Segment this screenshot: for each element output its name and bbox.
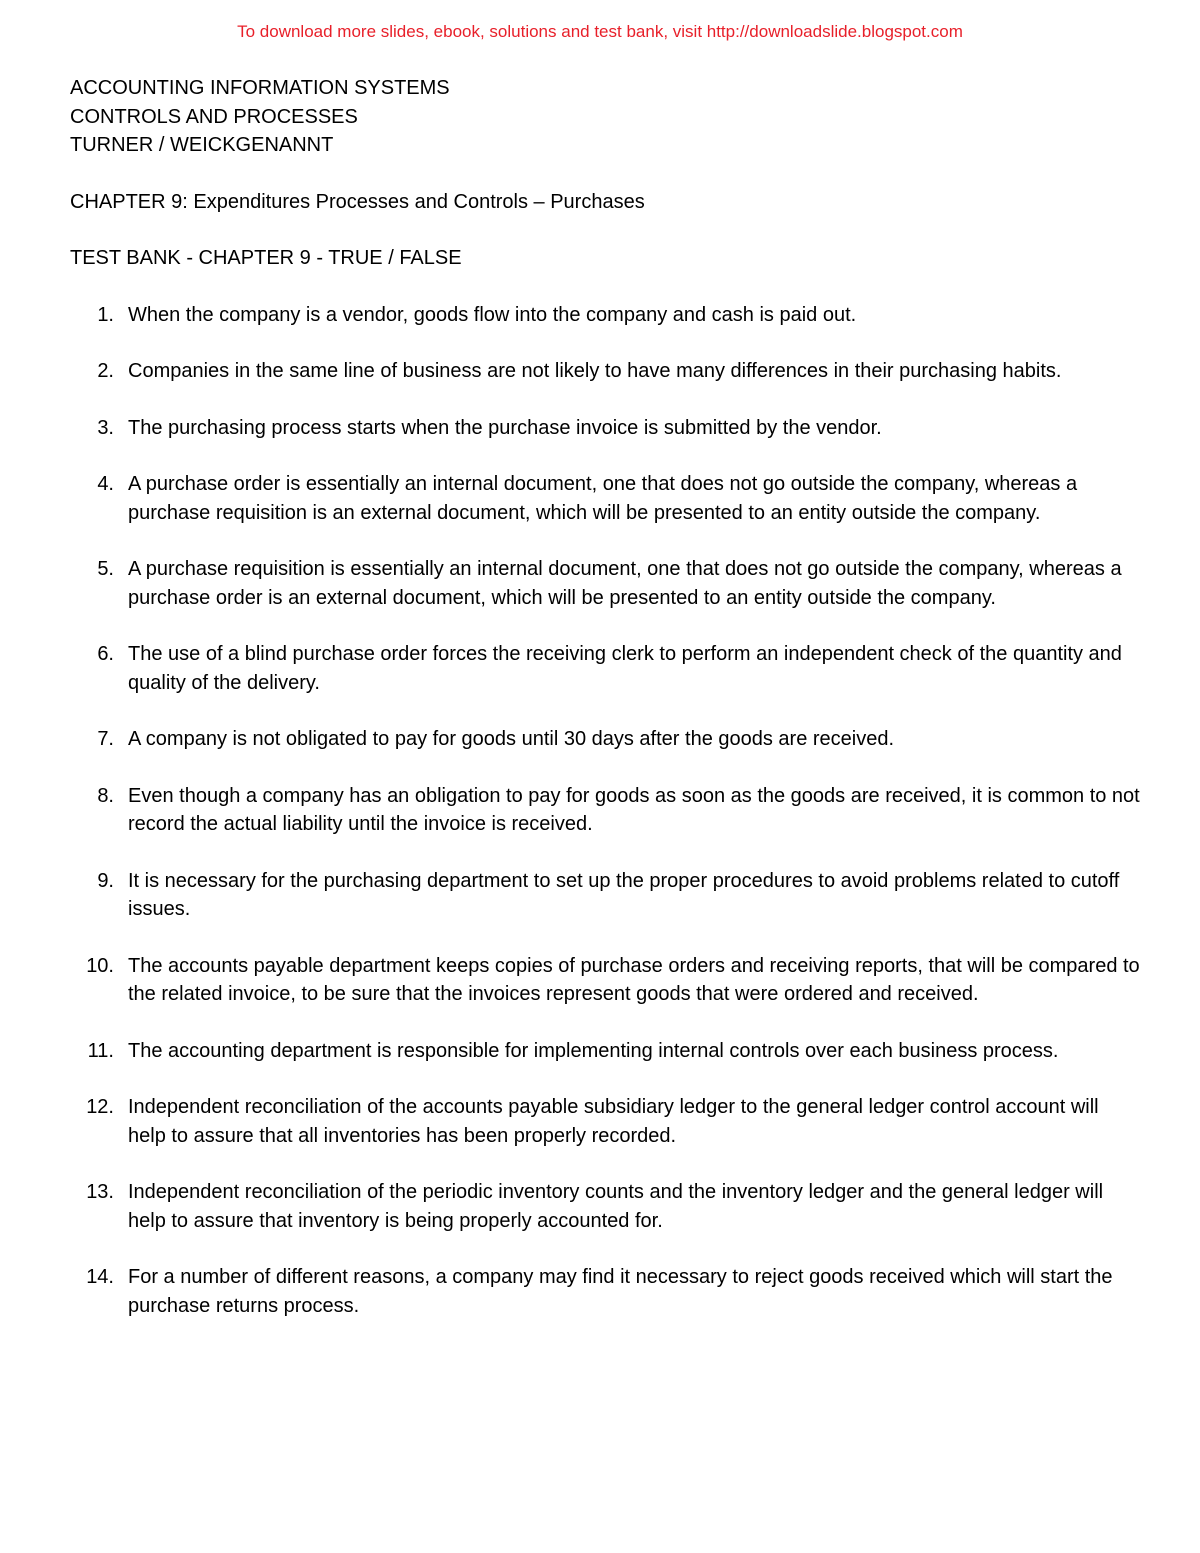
question-text: The accounting department is responsible for implementing internal controls over each business process. (128, 1039, 1059, 1062)
question-item (70, 414, 1140, 443)
question-item (70, 1263, 1140, 1320)
question-number: 5. (97, 558, 114, 580)
question-text: It is necessary for the purchasing department to set up the proper procedures to avoid problems related to cutoff issues. (128, 869, 1120, 920)
question-number: 10. (86, 954, 114, 977)
question-text: Independent reconciliation of the accounts payable subsidiary ledger to the general ledger control account will help to assure that all inventories has been properly recorded. (128, 1096, 1099, 1147)
question-number: 7. (97, 728, 114, 750)
document-page (70, 74, 1140, 1348)
question-item (70, 867, 1140, 924)
question-text: Companies in the same line of business are not likely to have many differences in their purchasing habits. (128, 360, 1062, 382)
book-subtitle: CONTROLS AND PROCESSES (70, 105, 358, 128)
question-item (70, 555, 1140, 612)
question-item (70, 952, 1140, 1009)
question-text: Even though a company has an obligation to pay for goods as soon as the goods are received, it is common to not record the actual liability until the invoice is received. (128, 784, 1140, 835)
question-number: 2. (97, 360, 114, 382)
question-text: Independent reconciliation of the periodic inventory counts and the inventory ledger and the general ledger will help to assure that inventory is being properly accounted for. (128, 1181, 1104, 1232)
chapter-title: CHAPTER 9: Expenditures Processes and Controls – Purchases (70, 190, 645, 213)
question-text: A purchase requisition is essentially an internal document, one that does not go outside the company, whereas a purchase order is an external document, which will be presented to an entity outside the company. (128, 558, 1122, 609)
question-item (70, 1093, 1140, 1150)
question-number: 3. (97, 416, 114, 439)
document-header (70, 74, 1140, 160)
question-text: A purchase order is essentially an internal document, one that does not go outside the company, whereas a purchase requisition is an external document, which will be presented to an entity outside the company. (128, 473, 1078, 524)
question-text: The use of a blind purchase order forces the receiving clerk to perform an independent check of the quantity and quality of the delivery. (128, 643, 1122, 694)
question-number: 9. (97, 869, 114, 892)
question-item (70, 357, 1140, 386)
question-text: For a number of different reasons, a company may find it necessary to reject goods received which will start the purchase returns process. (128, 1266, 1113, 1317)
question-number: 6. (97, 643, 114, 665)
question-text: When the company is a vendor, goods flow into the company and cash is paid out. (128, 303, 857, 326)
question-number: 12. (86, 1096, 114, 1118)
question-item (70, 782, 1140, 839)
question-item (70, 470, 1140, 527)
question-item (70, 301, 1140, 330)
question-number: 13. (86, 1181, 114, 1203)
question-text: A company is not obligated to pay for goods until 30 days after the goods are received. (128, 728, 895, 750)
question-item (70, 725, 1140, 754)
question-number: 4. (97, 473, 114, 495)
question-item (70, 640, 1140, 697)
book-title: ACCOUNTING INFORMATION SYSTEMS (70, 77, 450, 99)
question-number: 8. (97, 784, 114, 807)
question-number: 11. (87, 1039, 114, 1062)
book-authors: TURNER / WEICKGENANNT (70, 134, 334, 156)
question-number: 1. (97, 303, 114, 326)
question-list (70, 301, 1140, 1321)
question-number: 14. (86, 1266, 114, 1288)
download-banner: To download more slides, ebook, solutions and test bank, visit http://downloadslide.blogspot.com (237, 22, 963, 41)
question-text: The purchasing process starts when the purchase invoice is submitted by the vendor. (128, 416, 882, 439)
question-item (70, 1037, 1140, 1066)
question-item (70, 1178, 1140, 1235)
question-text: The accounts payable department keeps copies of purchase orders and receiving reports, that will be compared to the related invoice, to be sure that the invoices represent goods that were ordered and received. (128, 954, 1140, 1005)
section-title: TEST BANK - CHAPTER 9 - TRUE / FALSE (70, 247, 462, 269)
